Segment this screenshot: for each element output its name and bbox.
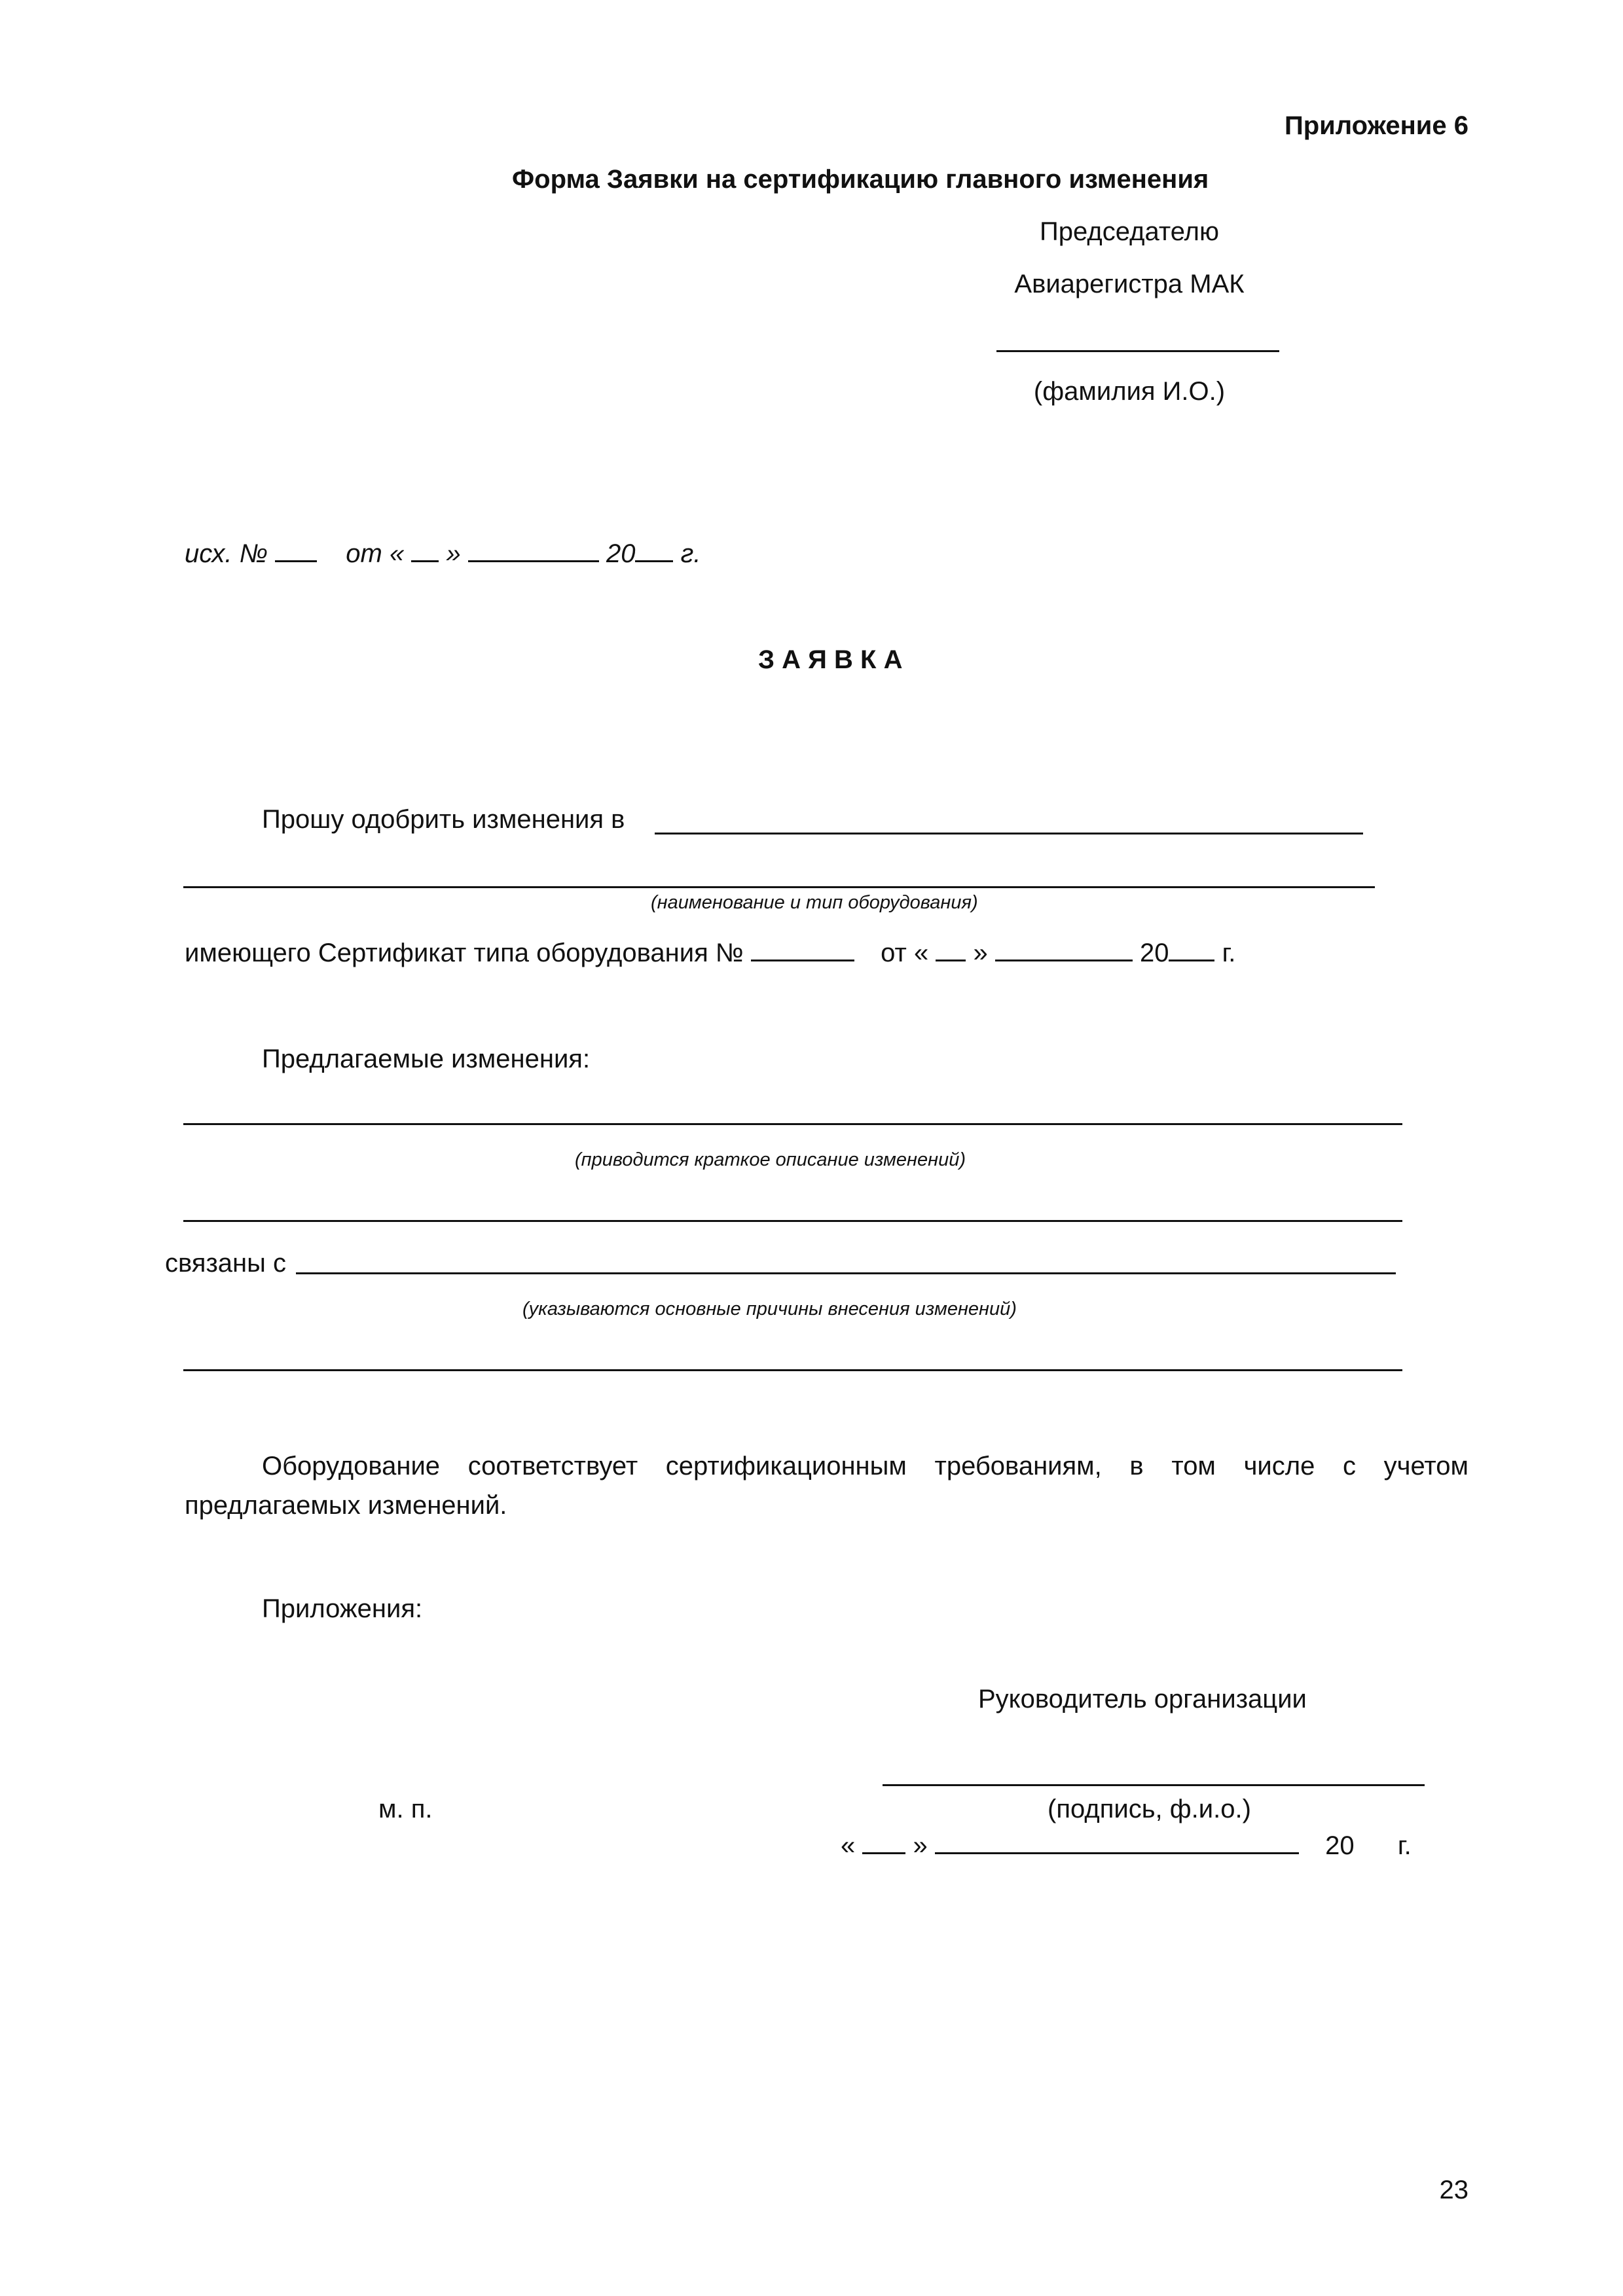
proposed-changes-line-2[interactable] (183, 1220, 1402, 1222)
related-line-2[interactable] (183, 1369, 1402, 1371)
compliance-line-2: предлагаемых изменений. (185, 1491, 507, 1520)
certificate-text: имеющего Сертификат типа оборудования № (185, 939, 744, 967)
addressee-line-1: Председателю (1040, 217, 1219, 246)
equipment-line-2[interactable] (183, 886, 1375, 888)
document-title: З А Я В К А (758, 645, 903, 674)
signature-line[interactable] (883, 1784, 1425, 1786)
signature-date-close: » (913, 1831, 928, 1860)
outgoing-day-blank[interactable] (411, 560, 439, 562)
certificate-year-blank[interactable] (1169, 959, 1214, 961)
addressee-line-2: Авиарегистра МАК (1014, 270, 1245, 298)
outgoing-number-blank[interactable] (275, 560, 317, 562)
proposed-changes-caption: (приводится краткое описание изменений) (575, 1149, 966, 1170)
signature-day-blank[interactable] (862, 1852, 905, 1854)
equipment-caption: (наименование и тип оборудования) (651, 892, 978, 913)
addressee-name-line[interactable] (996, 350, 1279, 352)
certificate-day-blank[interactable] (936, 959, 966, 961)
certificate-row (185, 940, 1235, 966)
compliance-line-1: Оборудование соответствует сертификационным требованиям, в том числе с учетом (262, 1452, 1468, 1480)
signature-role: Руководитель организации (978, 1685, 1307, 1713)
proposed-changes-label: Предлагаемые изменения: (262, 1045, 591, 1073)
certificate-year-suffix: г. (1222, 939, 1236, 967)
proposed-changes-line-1[interactable] (183, 1123, 1402, 1125)
certificate-month-blank[interactable] (995, 959, 1133, 961)
certificate-from-label: от « (881, 939, 929, 967)
appendix-label: Приложение 6 (1285, 111, 1468, 140)
addressee-caption: (фамилия И.О.) (1033, 377, 1226, 406)
outgoing-month-blank[interactable] (468, 560, 599, 562)
certificate-close-quote: » (973, 939, 988, 967)
stamp-label: м. п. (378, 1795, 433, 1823)
equipment-line-1[interactable] (655, 833, 1363, 834)
signature-year-suffix: г. (1397, 1831, 1412, 1860)
signature-caption: (подпись, ф.и.о.) (1048, 1795, 1251, 1823)
request-text: Прошу одобрить изменения в (262, 805, 625, 834)
certificate-year-prefix: 20 (1139, 939, 1169, 967)
signature-date-row (841, 1833, 1412, 1859)
related-line-1[interactable] (296, 1272, 1396, 1274)
outgoing-number-prefix: исх. № (185, 539, 268, 568)
outgoing-year-blank[interactable] (635, 560, 673, 562)
related-label: связаны с (165, 1249, 286, 1278)
attachments-label: Приложения: (262, 1594, 423, 1623)
outgoing-year-prefix: 20 (606, 539, 636, 568)
outgoing-close-quote: » (446, 539, 461, 568)
form-title: Форма Заявки на сертификацию главного изменения (512, 165, 1209, 194)
certificate-number-blank[interactable] (751, 959, 854, 961)
outgoing-year-suffix: г. (680, 539, 701, 568)
outgoing-from-label: от « (346, 539, 405, 568)
signature-date-open: « (841, 1831, 856, 1860)
related-caption: (указываются основные причины внесения изменений) (522, 1299, 1017, 1319)
outgoing-number-row (185, 541, 701, 567)
signature-year-prefix: 20 (1325, 1831, 1355, 1860)
signature-month-blank[interactable] (935, 1852, 1299, 1854)
page-number: 23 (1439, 2176, 1468, 2204)
